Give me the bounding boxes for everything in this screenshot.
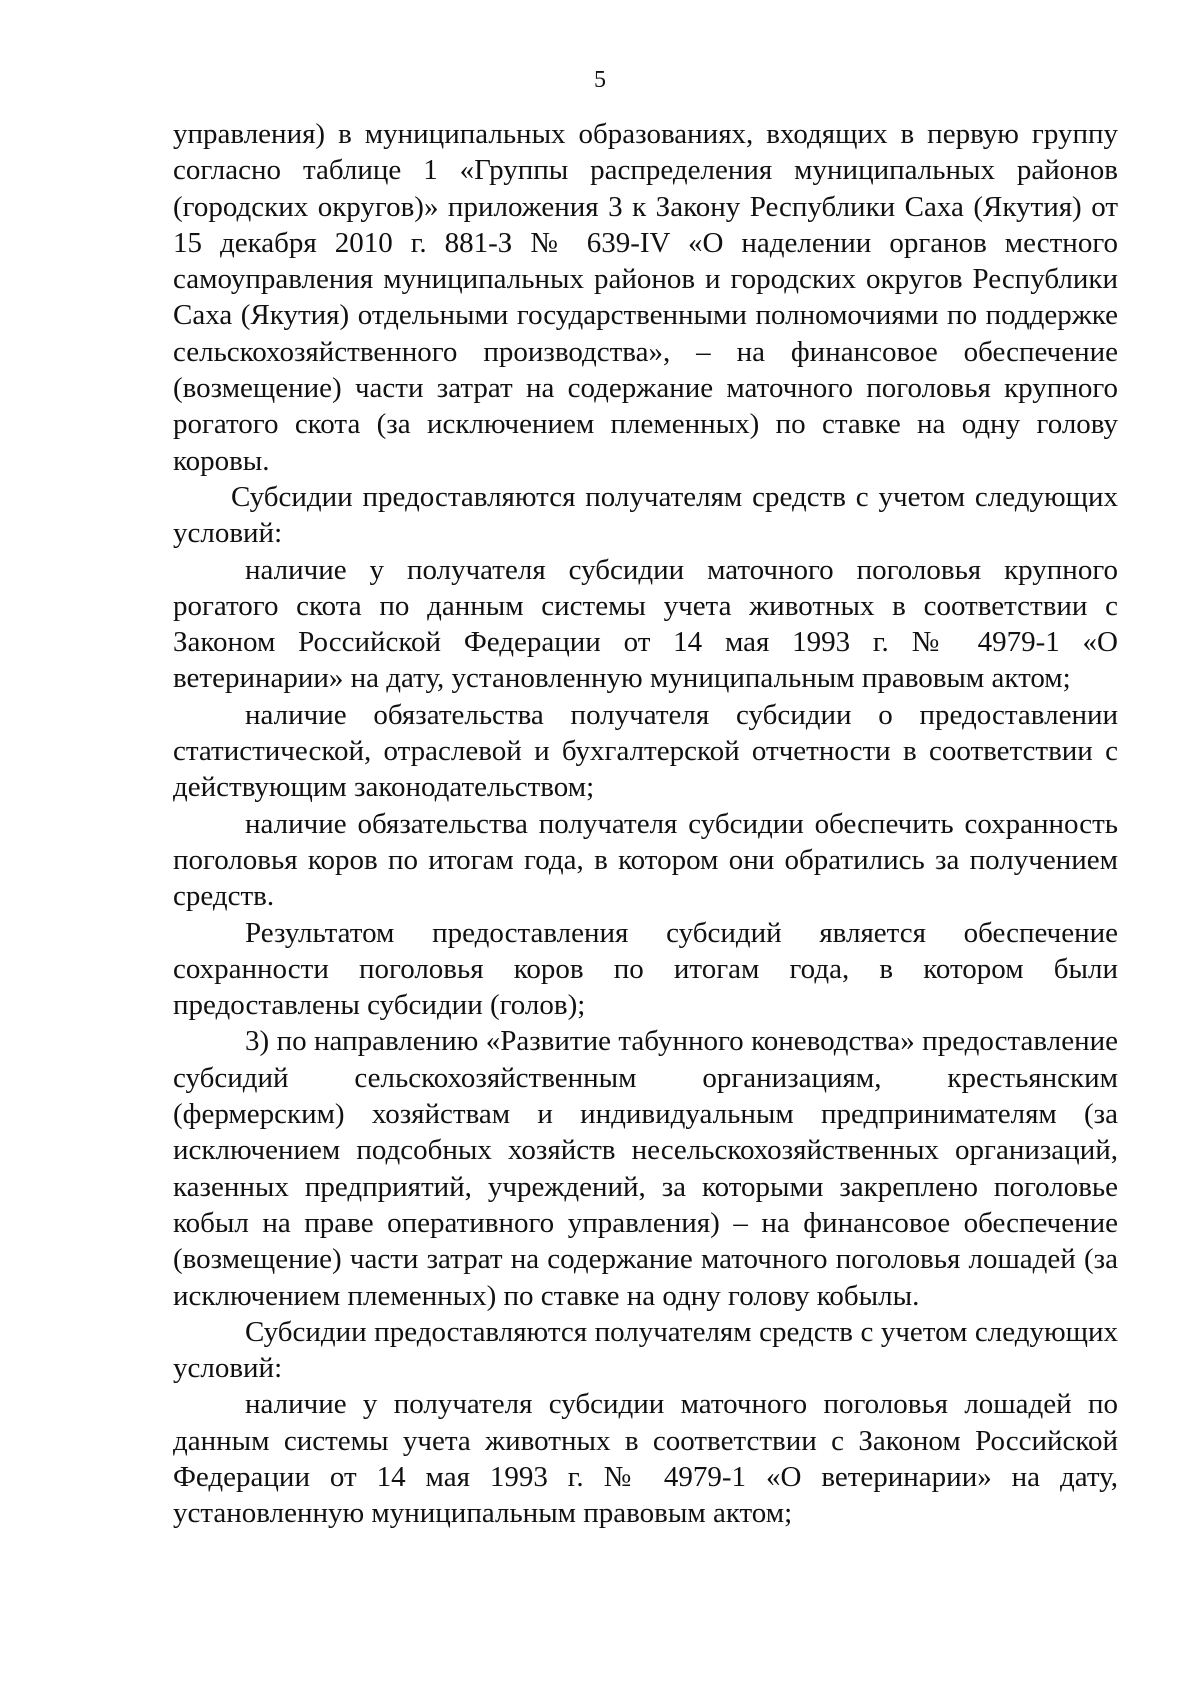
paragraph-conditions-intro-2: Субсидии предоставляются получателям средств с учетом следующих условий: [173, 1315, 1118, 1385]
paragraph-item-3-horse-breeding: 3) по направлению «Развитие табунного коневодства» предоставление субсидий сельскохозяйственным организациям, крестьянским (фермерским) хозяйствам и индивидуальным предпринимателям (за исключением подсобных хозяйств несельскохозяйственных организаций, казенных предприятий, учреждений, за которыми закреплено поголовье кобыл на праве оперативного управления) – на финансовое обеспечение (возмещение) части затрат на содержание маточного поголовья лошадей (за исключением племенных) по ставке на одну голову кобылы. [173, 1025, 1118, 1312]
page-number: 5 [594, 67, 606, 93]
paragraph-condition-preservation: наличие обязательства получателя субсидии обеспечить сохранность поголовья коров по итогам года, в котором они обратились за получением средств. [173, 807, 1118, 913]
paragraph-condition-horses: наличие у получателя субсидии маточного поголовья лошадей по данным системы учета животных в соответствии с Законом Российской Федерации от 14 мая 1993 г. № 4979-1 «О ветеринарии» на дату, установленную муниципальным правовым актом; [173, 1388, 1118, 1530]
paragraph-conditions-intro: Субсидии предоставляются получателям средств с учетом следующих условий: [173, 480, 1118, 550]
paragraph-condition-cattle: наличие у получателя субсидии маточного поголовья крупного рогатого скота по данным системы учета животных в соответствии с Законом Российской Федерации от 14 мая 1993 г. № 4979-1 «О ветеринарии» на дату, установленную муниципальным правовым актом; [173, 553, 1118, 695]
paragraph-result: Результатом предоставления субсидий является обеспечение сохранности поголовья коров по итогам года, в котором были предоставлены субсидии (голов); [173, 916, 1118, 1022]
paragraph-condition-reporting: наличие обязательства получателя субсидии о предоставлении статистической, отраслевой и бухгалтерской отчетности в соответствии с действующим законодательством; [173, 698, 1118, 804]
document-body [173, 116, 1118, 1532]
paragraph-continuation: управления) в муниципальных образованиях, входящих в первую группу согласно таблице 1 «Группы распределения муниципальных районов (городских округов)» приложения 3 к Закону Республики Саха (Якутия) от 15 декабря 2010 г. 881-З № 639-IV «О наделении органов местного самоуправления муниципальных районов и городских округов Республики Саха (Якутия) отдельными государственными полномочиями по поддержке сельскохозяйственного производства», – на финансовое обеспечение (возмещение) части затрат на содержание маточного поголовья крупного рогатого скота (за исключением племенных) по ставке на одну голову коровы. [173, 118, 1118, 477]
